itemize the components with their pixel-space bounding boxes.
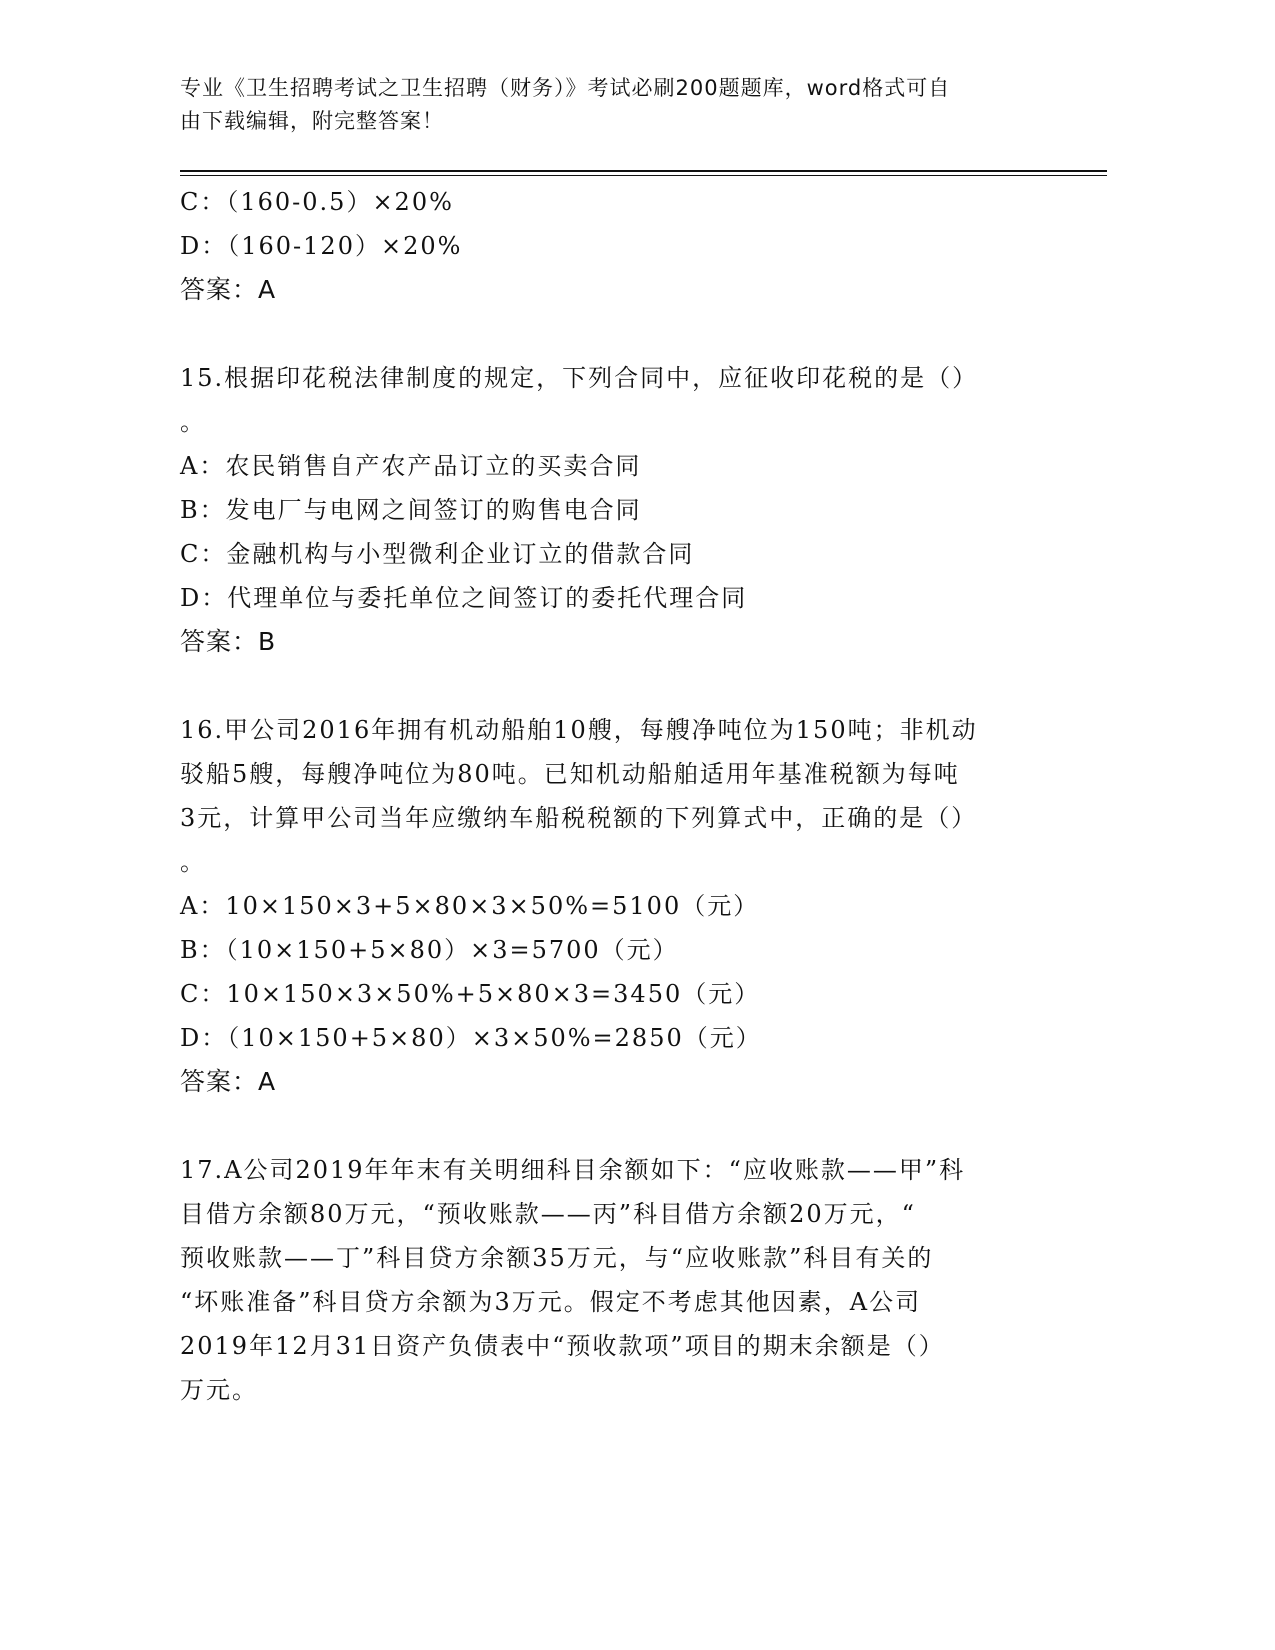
q17-stem-line: 目借方余额80万元，“预收账款——丙”科目借方余额20万元，“: [180, 1200, 916, 1228]
q16-stem-line: 驳船5艘，每艘净吨位为80吨。已知机动船舶适用年基准税额为每吨: [180, 760, 960, 788]
q16-stem-line: 。: [180, 848, 206, 876]
question-17-block: [180, 1148, 1060, 1412]
q17-stem-line: 万元。: [180, 1376, 258, 1404]
q15-option-d: D：代理单位与委托单位之间签订的委托代理合同: [180, 584, 748, 612]
spacer: [180, 1104, 1060, 1148]
q17-stem: [180, 1148, 1040, 1412]
q15-option-b: B：发电厂与电网之间签订的购售电合同: [180, 496, 642, 524]
q16-option-c: C：10×150×3×50%+5×80×3=3450（元）: [180, 980, 761, 1008]
q15-stem-line: 15.根据印花税法律制度的规定，下列合同中，应征收印花税的是（）: [180, 364, 979, 392]
question-16-block: [180, 708, 1060, 1104]
question-content: [180, 180, 1060, 1412]
question-15-block: [180, 356, 1060, 664]
header-divider-thin: [180, 175, 1107, 176]
q15-stem-line: 。: [180, 408, 206, 436]
spacer: [180, 312, 1060, 356]
q16-stem: [180, 708, 1040, 884]
spacer: [180, 664, 1060, 708]
q16-stem-line: 16.甲公司2016年拥有机动船舶10艘，每艘净吨位为150吨；非机动: [180, 716, 978, 744]
question-14-block: [180, 180, 1060, 312]
header-line-2: 由下载编辑，附完整答案！: [180, 109, 444, 133]
q17-stem-line: “坏账准备”科目贷方余额为3万元。假定不考虑其他因素，A公司: [180, 1288, 922, 1316]
header-line-1: 专业《卫生招聘考试之卫生招聘（财务）》考试必刷200题题库，word格式可自: [180, 76, 951, 100]
page-header: [180, 72, 1040, 138]
q16-option-d: D：（10×150+5×80）×3×50%=2850（元）: [180, 1024, 762, 1052]
header-divider-thick: [180, 170, 1107, 172]
q16-answer: 答案：A: [180, 1067, 277, 1096]
q14-option-c: C：（160-0.5）×20%: [180, 188, 454, 216]
q14-answer: 答案：A: [180, 275, 277, 304]
q17-stem-line: 预收账款——丁”科目贷方余额35万元，与“应收账款”科目有关的: [180, 1244, 934, 1272]
q17-stem-line: 2019年12月31日资产负债表中“预收款项”项目的期末余额是（）: [180, 1332, 945, 1360]
q15-option-a: A：农民销售自产农产品订立的买卖合同: [180, 452, 642, 480]
q16-option-b: B：（10×150+5×80）×3=5700（元）: [180, 936, 679, 964]
q17-stem-line: 17.A公司2019年年末有关明细科目余额如下：“应收账款——甲”科: [180, 1156, 966, 1184]
q15-option-c: C：金融机构与小型微利企业订立的借款合同: [180, 540, 695, 568]
q15-answer: 答案：B: [180, 627, 277, 656]
q16-stem-line: 3元，计算甲公司当年应缴纳车船税税额的下列算式中，正确的是（）: [180, 804, 978, 832]
q14-option-d: D：（160-120）×20%: [180, 232, 463, 260]
q16-option-a: A：10×150×3+5×80×3×50%=5100（元）: [180, 892, 760, 920]
q15-stem: [180, 356, 1040, 444]
